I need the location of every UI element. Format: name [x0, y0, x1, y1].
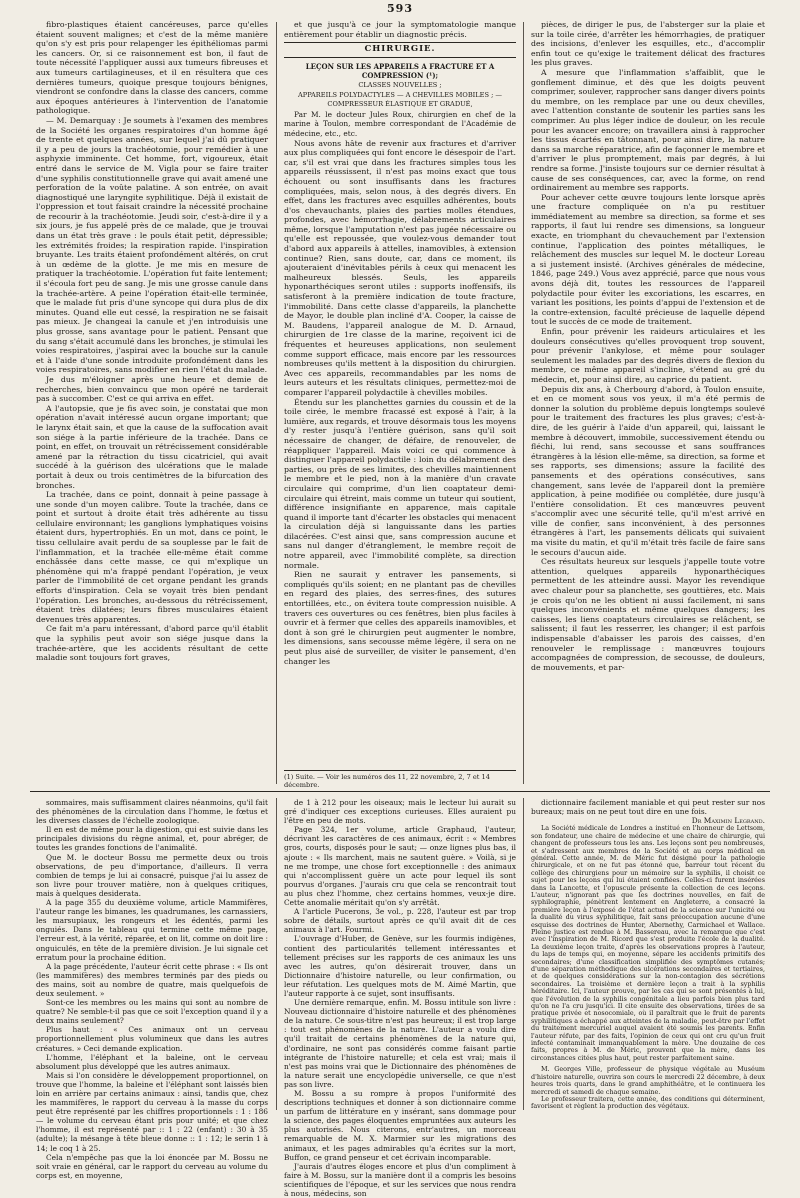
paragraph: Nous avons hâte de revenir aux fractures et d'arriver aux plus compliquées qui font encore le désespoir de l'art. car, s'il est vrai que dans les fractures simples tous les appareils réussissent, il n'est pas moins exact que tous échouent ou sont insuffisants dans les fractures compliquées, mais, selon nous, à des degrés divers. En effet, dans les fractures avec esquilles adhérentes, bouts d'os chevauchants, plaies des parties molles étendues, profondes, avec hémorrhagie, délabrements articulaires même, lorsque l'amputation n'est pas jugée nécessaire ou qu'elle est repoussée, que voulez-vous demander tout d'abord aux appareils à attelles, inamovibles, à extension continue? Rien, sans doute, car, dans ce moment, ils ajouteraient d'inévitables périls à ceux qui menacent les malheureux blessés. Seuls, les appareils hyponarthéciques seront utiles : supports inoffensifs, ils satisferont à la première indication de toute fracture, l'immobilité. Dans cette classe d'appareils, la planchette de Mayor, le double plan incliné d'A. Cooper, la caisse de M. Baudens, l'appareil analogue de M. D. Arnaud, chirurgien de 1re classe de la marine, reçoivent ici de fréquentes et heureuses applications, non seulement comme support efficace, mais encore par les ressources nombreuses qu'ils mettent à la disposition du chirurgien. Avec ces appareils, recommandables par les noms de leurs auteurs et les résultats cliniques, permettez-moi de comparer l'appareil polydactile à chevilles mobiles. [284, 138, 516, 397]
article-subheading: CLASSES NOUVELLES ; [358, 80, 442, 89]
bottom-column-3 [531, 798, 765, 1110]
paragraph: — M. Demarquay : Je soumets à l'examen des membres de la Société les organes respiratoires d'un homme âgé de trente et quelques années, sur lequel j'ai dû pratiquer il y a peu de jours la trachéotomie, pour remédier à une asphyxie imminente. Cet homme, fort, vigoureux, était entré dans le service de M. Vigla pour se faire traiter d'une syphilis constitutionnelle grave qui avait amené une perforation de la voûte palatine. A son entrée, on avait diagnostiqué une laryngite syphilitique. Déjà il existait de l'oppression et tout faisait craindre la nécessité prochaine de recourir à la trachéotomie. Jeudi soir, c'est-à-dire il y a six jours, je fus appelé près de ce malade, que je trouvai dans un état très grave : le pouls était petit, dépressible; les extrémités froides; la respiration rapide. l'inspiration bruyante. Les traits étaient profondément altérés, on crut à un œdème de la glotte. Je me mis en mesure de pratiquer la trachéotomie. L'opération fut faite lentement; il s'écoula fort peu de sang. Je mis une grosse canule dans la trachée-artère. A peine l'opération était-elle terminée, que le malade fut pris d'une syncope qui dura plus de dix minutes. Quand elle eut cessé, la respiration ne se faisait pas mieux. Je changeai la canule et j'en introduisis une plus grosse, sans avantage pour le patient. Pensant que du sang s'était accumulé dans les bronches, je stimulai les voies respiratoires, j'aspirai avec la bouche sur la canule et à l'aide d'une sonde introduite profondément dans les voies respiratoires, sans modifier en rien l'état du malade. [36, 115, 268, 375]
paragraph: J'aurais d'autres éloges encore et plus d'un compliment à faire à M. Bossu, sur la manière dont il a compris les besoins scientifiques de l'époque, et sur les services que nous rendra à nous, médecins, son [284, 1161, 516, 1198]
paragraph: pièces, de diriger le pus, de l'absterger sur la plaie et sur la toile cirée, d'arrêter les hémorrhagies, de pratiquer des incisions, d'enlever les esquilles, etc., d'accomplir enfin tout ce qu'exige le traitement délicat des fractures les plus graves. [531, 20, 765, 68]
paragraph: Sont-ce les membres ou les mains qui sont au nombre de quatre? Ne semble-t-il pas que ce soit l'exception quand il y a deux mains seulement? [36, 998, 268, 1026]
article-heading: LEÇON SUR LES APPAREILS A FRACTURE ET A COMPRESSION (¹); [305, 61, 495, 81]
paragraph: La Société médicale de Londres a institué en l'honneur de Lettsom, son fondateur, une chaire de médecine et une chaire de chirurgie, qui changent de professeurs tous les ans. Les leçons sont peu nombreuses, et s'adressent aux membres de la Société et au corps médical en général. Cette année, M. de Méric fut désigné pour la pathologie chirurgicale, et on ne fut pas étonné que, barreur tout récent du collège des chirurgiens pour un mémoire sur la syphilis, il choisit ce sujet pour les leçons qui lui étaient confiées. Celles-ci furent insérées dans la Lancette, et l'opuscule présente la collection de ces leçons. L'auteur, n'ignorant pas que les doctrines nouvelles, en fait de syphilographie, pénètrent lentement en Angleterre, a consacré la première leçon à l'exposé de l'état actuel de la science sur l'unicité ou la dualité du virus syphilitique, fait sans préoccupation aucune d'une esquisse des doctrines de Hunter, Abernethy, Carmichael et Wallace. Pleine justice est rendue à M. Bassereau, avec la remarque que c'est avec l'inspiration de M. Ricord que s'est produite l'école de la dualité. La deuxième leçon traite, d'après les observations propres à l'auteur, du laps de temps qui, en moyenne, sépare les accidents primitifs des secondaires; d'une classification simplifiée des symptômes cutanés; d'une séparation méthodique des ulcérations secondaires et tertiaires, et de quelques considérations sur la non-contagion des sécrétions secondaires. La troisième et dernière leçon a trait à la syphilis héréditaire. Ici, l'auteur prouve, par les cas qui se sont présentés à lui, que l'évolution de la syphilis congénitale a lieu parfois bien plus tard qu'on ne l'a cru jusqu'ici. Il cite ensuite des observations, tirées de sa pratique privée et nosocomiale, où il paraîtrait que le fruit de parents syphilitiques a échappé aux atteintes de la maladie, peut-être par l'effet du traitement mercuriel auquel avaient été soumis les parents. Enfin l'auteur réfute, par des faits, l'opinion de ceux qui ont cru qu'un fruit infecté contaminait immanquablement la mère. Une douzaine de ces faits, propres à M. de Méric, prouvent que la mère, dans les circonstances citées plus haut, peut rester parfaitement saine. [531, 824, 765, 1062]
paragraph: Étendu sur les planchettes garnies du coussin et de la toile cirée, le membre fracassé est exposé à l'air, à la lumière, aux regards, et trouve désormais tous les moyens d'y rester jusqu'à l'entière guérison, sans qu'il soit nécessaire de changer, de défaire, de renouveler, de réappliquer l'appareil. Mais voici ce qui commence à distinguer l'appareil polydactile : loin du délabrement des parties, ou près de ses limites, des chevilles maintiennent le membre et le pied, non à la manière d'un cravate circulaire qui comprime, d'un lien coaptateur demi-circulaire qui étreint, mais comme un tuteur qui soutient, différence insignifiante en apparence, mais capitale quand il importe tant d'écarter les obstacles qui menacent la circulation déjà si languissante dans les parties dilacérées. C'est ainsi que, sans compression aucune et sans nul danger d'étranglement, le membre reçoit de notre appareil, avec l'immobilité complète, sa direction normale. [284, 397, 516, 570]
paragraph: Pour achever cette œuvre toujours lente lorsque après une fracture compliquée on n'a pu restituer immédiatement au membre sa direction, sa forme et ses rapports, il faut lui rendre ses dimensions, sa longueur exacte, en triomphant du chevauchement par l'extension continue, l'application des pointes métalliques, le relâchement des muscles sur lequel M. le docteur Loreau a si justement insisté. (Archives générales de médecine, 1846, page 249.) Vous avez apprécié, parce que nous vous avons déjà dit, toutes les ressources de l'appareil polydactile pour éviter les excoriations, les escarres, en variant les positions, les points d'appui de l'extension et de la contre-extension, faculté précieuse de laquelle dépend tout le succès de ce mode de traitement. [531, 192, 765, 327]
bottom-column-2 [284, 798, 516, 1198]
paragraph: A la page précédente, l'auteur écrit cette phrase : « Ils ont (les mammifères) des membres terminés par des pieds ou des mains, soit au nombre de quatre, mais quelquefois de deux seulement. » [36, 961, 268, 998]
column-divider [523, 798, 524, 1110]
signature: Dr Maximin Legrand. [691, 816, 765, 826]
column-divider [276, 22, 277, 784]
page-number: 593 [387, 2, 413, 15]
column-divider [276, 798, 277, 1110]
paragraph: Une dernière remarque, enfin. M. Bossu intitule son livre : Nouveau dictionnaire d'histoire naturelle et des phénomènes de la nature. Ce sous-titre n'est pas heureux; il est trop large : tout est phénomènes de la nature. L'auteur a voulu dire qu'il traitait de certains phénomènes de la nature qui, d'ordinaire, ne sont pas considérés comme faisant partie intégrante de l'histoire naturelle; et cela est vrai; mais il n'est pas moins vrai que le Dictionnaire des phénomènes de la nature serait une encyclopédie universelle, ce que n'est pas son livre. [284, 998, 516, 1089]
top-column-2 [284, 20, 516, 762]
paragraph: et que jusqu'à ce jour la symptomatologie manque entièrement pour établir un diagnostic précis. [284, 20, 516, 39]
section-title: CHIRURGIE. [284, 42, 516, 58]
paragraph: Plus haut : « Ces animaux ont un cerveau proportionnellement plus volumineux que dans les autres créatures. » Ceci demande explication. [36, 1025, 268, 1053]
paragraph: Ce fait m'a paru intéressant, d'abord parce qu'il établit que la syphilis peut avoir son siége jusque dans la trachée-artère, que les accidents résultant de cette maladie sont toujours fort graves, [36, 624, 268, 663]
paragraph: M. Bossu a su rompre à propos l'uniformité des descriptions techniques et donner à son dictionnaire comme un parfum de littérature en y insérant, sans dommage pour la science, des pages éloquentes empruntées aux auteurs les plus autorisés. Nous citerons, entr'autres, un morceau remarquable de M. X. Marmier sur les migrations des animaux, et les pages admirables qu'a écrites sur la mort, Buffon, ce grand penseur et cet écrivain incomparable. [284, 1089, 516, 1162]
paragraph: A l'autopsie, que je fis avec soin, je constatai que mon opération n'avait intéressé aucun organe important; que le larynx était sain, et que la cause de la suffocation avait son siége à la partie inférieure de la trachée. Dans ce point, en effet, on trouvait un rétrécissement considérable amené par la rétraction du tissu cicatriciel, qui avait succédé à la guérison des ulcérations que le malade portait à deux ou trois centimètres de la bifurcation des bronches. [36, 403, 268, 490]
paragraph: Enfin, pour prévenir les raideurs articulaires et les douleurs consécutives qu'elles provoquent trop souvent, pour prévenir l'ankylose, et même pour soulager seulement les malades par des degrés divers de flexion du membre, ce même appareil s'incline, s'étend au gré du médecin, et, pour ainsi dire, au caprice du patient. [531, 327, 765, 384]
paragraph: Je dus m'éloigner après une heure et demie de recherches, bien convaincu que mon opéré ne tarderait pas à succomber. C'est ce qui arriva en effet. [36, 374, 268, 404]
top-column-3 [531, 20, 765, 786]
paragraph: M. Georges Ville, professeur de physique végétale au Muséum d'histoire naturelle, ouvrira son cours le mercredi 22 décembre, à deux heures trois quarts, dans le grand amphithéâtre, et le continuera les mercredi et samedi de chaque semaine. [531, 1065, 765, 1096]
paragraph: dictionnaire facilement maniable et qui peut rester sur nos bureaux; mais on ne peut tout dire en une fois. [531, 798, 765, 817]
paragraph: Il en est de même pour la digestion, qui est suivie dans les principales divisions du règne animal, et, pour abréger, de toutes les grandes fonctions de l'animalité. [36, 825, 268, 853]
paragraph: L'ouvrage d'Huber, de Genève, sur les fourmis indigènes, contient des particularités tellement intéressantes et tellement précises sur les rapports de ces animaux les uns avec les autres, qu'on désirerait trouver, dans un Dictionnaire d'histoire naturelle, ou leur confirmation, ou leur réfutation. Les quelques mots de M. Aimé Martin, que l'auteur rapporte à ce sujet, sont insuffisants. [284, 934, 516, 998]
article-subheading: APPAREILS POLYDACTYLES — A CHEVILLES MOBILES ; — COMPRESSEUR ÉLASTIQUE ET GRADUÉ, [298, 90, 502, 109]
paragraph: Rien ne saurait y entraver les pansements, si compliqués qu'ils soient; en ne plantant pas de chevilles en regard des plaies, des serres-fines, des sutures entortillées, etc., on évitera toute compression nuisible. A travers ces ouvertures ou ces fenêtres, bien plus faciles à ouvrir et à fermer que celles des appareils inamovibles, et dont à son gré le chirurgien peut augmenter le nombre, les dimensions, sans secousse même légère, il sera on ne peut plus aisé de surveiller, de visiter le pansement, d'en changer les [284, 570, 516, 666]
paragraph: Depuis dix ans, à Cherbourg d'abord, à Toulon ensuite, et en ce moment sous vos yeux, il m'a été permis de donner la solution du problème depuis longtemps soulevé pour le traitement des fractures les plus graves; c'est-à-dire, de les guérir à l'aide d'un appareil, qui, laissant le membre à découvert, immobile, successivement étendu ou fléchi, lui rend, sans secousse et sans souffrances étrangères à la lésion elle-même, sa direction, sa forme et ses rapports, ses dimensions; assure la facilité des pansements et des opérations consécutives, sans changement, sans levée de l'appareil dont la première application, à peine modifiée ou complétée, dure jusqu'à l'entière consolidation. Et ces manœuvres peuvent s'accomplir avec une sécurité telle, qu'il m'est arrivé en ville de confier, sans inconvénient, à des personnes étrangères à l'art, les pansements délicats qui suivaient ma visite du matin, et qu'il m'était très facile de faire sans le secours d'aucun aide. [531, 384, 765, 557]
paragraph: fibro-plastiques étaient cancéreuses, parce qu'elles étaient souvent malignes; et c'est de la même manière qu'on s'y est pris pour relapenger les épithéliomas parmi les cancers. Or, si ce raisonnement est bon, il faut de toute nécessité l'appliquer aussi aux tumeurs fibreuses et aux tumeurs cartilagineuses, et il en résultera que ces dernières tumeurs, quoique presque toujours bénignes, viendront se confondre dans la classe des cancers, comme aux époques antérieures à l'intervention de l'anatomie pathologique. [36, 20, 268, 116]
footnote: (1) Suite. — Voir les numéros des 11, 22 novembre, 2, 7 et 14 décembre. [284, 770, 516, 789]
paragraph: Le professeur traitera, cette année, des conditions qui déterminent, favorisent et règlent la production des végétaux. [531, 1094, 765, 1111]
paragraph: Page 324, 1er volume, article Graphaud, l'auteur, décrivant les caractères de ces animaux, écrit : « Membres gros, courts, disposés pour le saut; — onze lignes plus bas, il ajoute : « Ils marchent, mais ne sautent guère. » Voilà, si je ne me trompe, une chose fort exceptionnelle : des animaux qui n'accomplissent guère un acte pour lequel ils sont pourvus d'organes. J'aurais cru que cela se rencontrait tout au plus chez l'homme, chez certains hommes, veux-je dire. Cette anomalie méritait qu'on s'y arrêtât. [284, 825, 516, 908]
paragraph: Que M. le docteur Bossu me permette deux ou trois observations, de peu d'importance, d'ailleurs. Il verra combien de temps je lui ai consacré, puisque j'ai lu assez de son livre pour trouver matière, non à quelques critiques, mais à quelques desiderata. [36, 852, 268, 898]
column-divider [523, 22, 524, 784]
paragraph: A l'article Pucerons, 3e vol., p. 228, l'auteur est par trop sobre de détails, surtout après ce qu'il avait dit de ces animaux à l'art. Fourmi. [284, 907, 516, 935]
bottom-column-1 [36, 798, 268, 1180]
top-column-1 [36, 20, 268, 786]
paragraph: Ces résultats heureux sur lesquels j'appelle toute votre attention, quelques appareils hyponarthéciques permettent de les atteindre aussi. Mayor les revendique avec chaleur pour sa planchette, ses gouttières, etc. Mais je crois qu'on ne les obtient ni aussi facilement, ni sans quelques inconvénients et même quelques dangers; les caisses, les liens coaptateurs circulaires se relâchent, se salissent; il faut les resserrer, les changer; il est parfois indispensable d'abaisser les parois des caisses, d'en renouveler le remplissage : manœuvres toujours accompagnées de compression, de secousse, de douleurs, de mouvements, et par- [531, 557, 765, 672]
paragraph: L'homme, l'éléphant et la baleine, ont le cerveau absolument plus développé que les autres animaux. [36, 1052, 268, 1071]
paragraph: sommaires, mais suffisamment claires néanmoins, qu'il fait des phénomènes de la circulation dans l'homme, le fœtus et les diverses classes de l'échelle zoologique. [36, 798, 268, 826]
section-divider [30, 791, 770, 792]
paragraph: A mesure que l'inflammation s'affaiblit, que le gonflement diminue, et dès que les doigts peuvent comprimer, soulever, rapprocher sans danger divers points du membre, on les remplace par une ou deux chevilles, avec l'attention constante de soutenir les parties sans les comprimer. Au plus léger indice de douleur, on les recule pour les avancer encore; on travaillera ainsi à rapprocher les tissus écartés en tâtonnant, pour ainsi dire, la nature dans sa marche réparatrice, afin de façonner le membre et d'arriver le plus promptement, mais par degrés, à lui rendre sa forme. J'insiste toujours sur ce dernier résultat à cause de ses conséquences, car, avec la forme, on rend ordinairement au membre ses rapports. [531, 67, 765, 193]
article-byline: Par M. le docteur Jules Roux, chirurgien en chef de la marine à Toulon, membre correspondant de l'Académie de médecine, etc., etc. [284, 109, 516, 138]
paragraph: La trachée, dans ce point, donnait à peine passage à une sonde d'un moyen calibre. Toute la trachée, dans ce point et surtout à droite était très adhérente au tissu cellulaire environnant; les ganglions lymphatiques voisins étaient durs, hypertrophiés. En un mot, dans ce point, le tissu cellulaire avait perdu de sa souplesse par le fait de l'inflammation, et la trachée elle-même était comme enchâssée dans cette masse, ce qui m'explique un phénomène qui m'a frappé pendant l'opération, je veux parler de l'immobilité de cet organe pendant les grands efforts d'inspiration. Cela se voyait très bien pendant l'opération. Les bronches, au-dessous du rétrécissement, étaient très dilatées; leurs fibres musculaires étaient devenues très apparentes. [36, 490, 268, 624]
paragraph: de 1 à 212 pour les oiseaux; mais le lecteur lui aurait su gré d'indiquer ces exceptions curieuses. Elles auraient pu l'être en peu de mots. [284, 798, 516, 826]
paragraph: A la page 355 du deuxième volume, article Mammifères, l'auteur range les bimanes, les quadrumanes, les carnassiers, les marsupiaux, les rongeurs et les édentés, parmi les onguiés. Dans le tableau qui termine cette même page, l'erreur est, à la vérité, réparée, et on lit, comme on doit lire : onguiculés, en tête de la première division. Je lui signale cet erratum pour la prochaine édition. [36, 898, 268, 962]
paragraph: Mais si l'on considère le développement proportionnel, on trouve que l'homme, la baleine et l'éléphant sont laissés bien loin en arrière par certains animaux : ainsi, tandis que, chez les mammifères, le rapport du cerveau à la masse du corps peut être représenté par les chiffres proportionnels : 1 : 186 — le volume du cerveau étant pris pour unité; et que chez l'homme, il est représenté par :: 1 : 22 (enfant) : 30 à 35 (adulte); la mésange à tête bleue donne :: 1 : 12; le serin 1 à 14; le coq 1 à 25. [36, 1070, 268, 1153]
paragraph: Cela n'empêche pas que la loi énoncée par M. Bossu ne soit vraie en général, car le rapport du cerveau au volume du corps est, en moyenne, [36, 1152, 268, 1180]
